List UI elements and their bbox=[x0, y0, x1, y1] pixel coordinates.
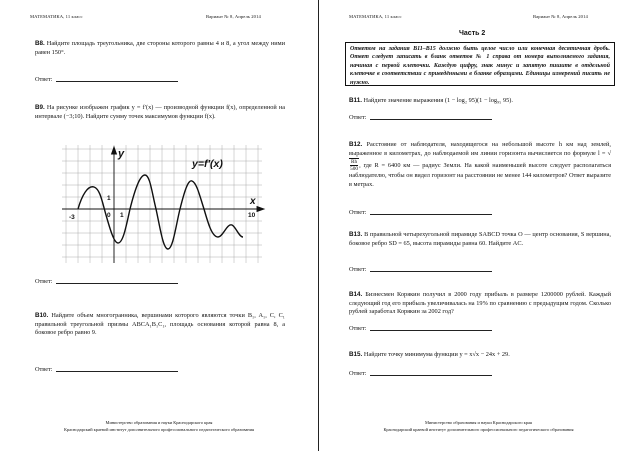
answer-b12[interactable] bbox=[349, 209, 492, 216]
right-footer-line2: Краснодарский краевой институт дополнительного профессионального педагогического образования bbox=[383, 427, 574, 432]
tick-label-0: 0 bbox=[107, 212, 111, 219]
answer-label: Ответ: bbox=[349, 325, 367, 332]
task-b9-label: B9. bbox=[35, 104, 45, 111]
left-header-subject: МАТЕМАТИКА, 11 класс bbox=[30, 14, 83, 19]
task-b11-label: B11. bbox=[349, 97, 362, 104]
task-b15 bbox=[349, 351, 611, 360]
x-axis-arrow bbox=[257, 207, 264, 212]
x-axis-label: x bbox=[250, 196, 256, 207]
tick-label-neg3: -3 bbox=[69, 214, 75, 221]
grid bbox=[62, 145, 262, 263]
answer-line[interactable] bbox=[370, 119, 492, 120]
answer-label: Ответ: bbox=[35, 278, 53, 285]
left-footer-line2: Краснодарский краевой институт дополнительного профессионального педагогического образования bbox=[63, 427, 255, 432]
curve-label: y=f′(x) bbox=[192, 158, 223, 170]
answer-line[interactable] bbox=[370, 375, 492, 376]
answer-b11[interactable] bbox=[349, 114, 492, 121]
task-b14 bbox=[349, 291, 611, 317]
formula-denominator: 500 bbox=[350, 166, 358, 173]
answer-label: Ответ: bbox=[35, 76, 53, 83]
task-b12-text-2: , где R = 6400 км — радиус Земли. На какой наименьшей высоте следует располагаться наблюдателю, чтобы он видел горизонт на расстоянии не менее 144 километров? Ответ выразите в метрах. bbox=[349, 162, 611, 188]
tick-label-y1: 1 bbox=[107, 195, 111, 202]
formula-numerator: Rh bbox=[351, 159, 358, 166]
task-b12-text-1: Расстояние от наблюдателя, находящегося на небольшой высоте h км над землей, выраженное в километрах, до наблюдаемой им линии горизонта вычисляется по формуле bbox=[349, 141, 611, 157]
task-b14-label: B14. bbox=[349, 291, 363, 298]
task-b10-text: Найдите объем многогранника, вершинами которого являются точки B₁, A₁, C, C₁ правильной треугольной призмы ABCA₁B₁C₁, площадь основания которой равна 8, а боковое ребро равно 9. bbox=[35, 312, 285, 337]
y-axis-label: y bbox=[118, 148, 125, 160]
task-b15-label: B15. bbox=[349, 351, 363, 358]
answer-line[interactable] bbox=[56, 81, 178, 82]
answer-b14[interactable] bbox=[349, 325, 492, 332]
right-header-subject: МАТЕМАТИКА, 11 класс bbox=[349, 14, 402, 19]
answer-line[interactable] bbox=[370, 330, 492, 331]
right-footer-line1: Министерство образования и науки Краснодарского края bbox=[425, 420, 532, 425]
task-b13-text: В правильной четырехугольной пирамиде SABCD точка O — центр основания, S вершина, боковое ребро SD = 65, высота пирамиды равна 60. Найдите AC. bbox=[349, 231, 612, 247]
task-b11 bbox=[349, 97, 611, 106]
answer-label: Ответ: bbox=[349, 266, 367, 273]
task-b9 bbox=[35, 104, 285, 121]
y-axis-arrow bbox=[112, 147, 117, 154]
task-b9-text: На рисунке изображен график y = f′(x) — производной функции f(x), определенной на интервале (−3;10). Найдите сумму точек максимумов функции f(x). bbox=[35, 104, 285, 120]
task-b15-text: Найдите точку минимума функции y = x√x − 24x + 29. bbox=[363, 351, 510, 358]
task-b13 bbox=[349, 231, 611, 248]
left-footer-line1: Министерство образования и науки Краснодарского края bbox=[105, 420, 213, 425]
answer-b13[interactable] bbox=[349, 266, 492, 273]
answer-line[interactable] bbox=[56, 283, 178, 284]
task-b8 bbox=[35, 40, 285, 57]
tick-label-x1: 1 bbox=[120, 212, 124, 219]
instructions-text: Ответом на задания B11–B15 должно быть целое число или конечная десятичная дробь. Ответ следует записать в бланк ответов № 1 справа от номера выполняемого задания, начиная с первой клеточки. Каждую цифру, знак минус и запятую пишите в отдельной клеточке в соответствии с приведёнными в бланке образцами. Единицы измерений писать не нужно. bbox=[350, 46, 610, 86]
right-page bbox=[319, 0, 638, 451]
derivative-curve bbox=[78, 175, 243, 249]
answer-label: Ответ: bbox=[35, 366, 53, 373]
sqrt-formula: √ $\frac{Rh}{500}$ bbox=[350, 149, 612, 173]
right-header-variant: Вариант № 8, Апрель 2014 bbox=[533, 14, 588, 19]
task-b11-text: Найдите значение выражения (1 − log₂ 95)(1 − log₉₅ 95). bbox=[363, 97, 513, 104]
answer-line[interactable] bbox=[370, 214, 492, 215]
answer-line[interactable] bbox=[370, 271, 492, 272]
answer-label: Ответ: bbox=[349, 209, 367, 216]
derivative-graph bbox=[62, 145, 267, 265]
task-b10 bbox=[35, 312, 285, 338]
tick-label-10: 10 bbox=[248, 212, 256, 219]
answer-b9[interactable] bbox=[35, 278, 178, 285]
part-title: Часть 2 bbox=[459, 30, 486, 37]
answer-b8[interactable] bbox=[35, 76, 178, 83]
task-b8-label: B8. bbox=[35, 40, 45, 47]
answer-line[interactable] bbox=[56, 371, 178, 372]
task-b10-label: B10. bbox=[35, 312, 49, 319]
task-b12-label: B12. bbox=[349, 141, 363, 148]
answer-b15[interactable] bbox=[349, 370, 492, 377]
left-header-variant: Вариант № 8, Апрель 2014 bbox=[206, 14, 261, 19]
task-b13-label: B13. bbox=[349, 231, 363, 238]
answer-b10[interactable] bbox=[35, 366, 178, 373]
formula-l: l = bbox=[597, 149, 606, 157]
task-b8-text: Найдите площадь треугольника, две стороны которого равны 4 и 8, а угол между ними равен 150°. bbox=[35, 40, 285, 56]
task-b12 bbox=[349, 141, 611, 189]
answer-label: Ответ: bbox=[349, 114, 367, 121]
task-b14-text: Бизнесмен Корякин получил в 2000 году прибыль в размере 1200000 рублей. Каждый следующий год его прибыль увеличивалась на 19% по сравнению с предыдущим годом. Сколько рублей заработал Корякин за 2002 год? bbox=[349, 291, 611, 316]
instructions-box bbox=[345, 42, 615, 86]
answer-label: Ответ: bbox=[349, 370, 367, 377]
axes bbox=[62, 147, 264, 263]
